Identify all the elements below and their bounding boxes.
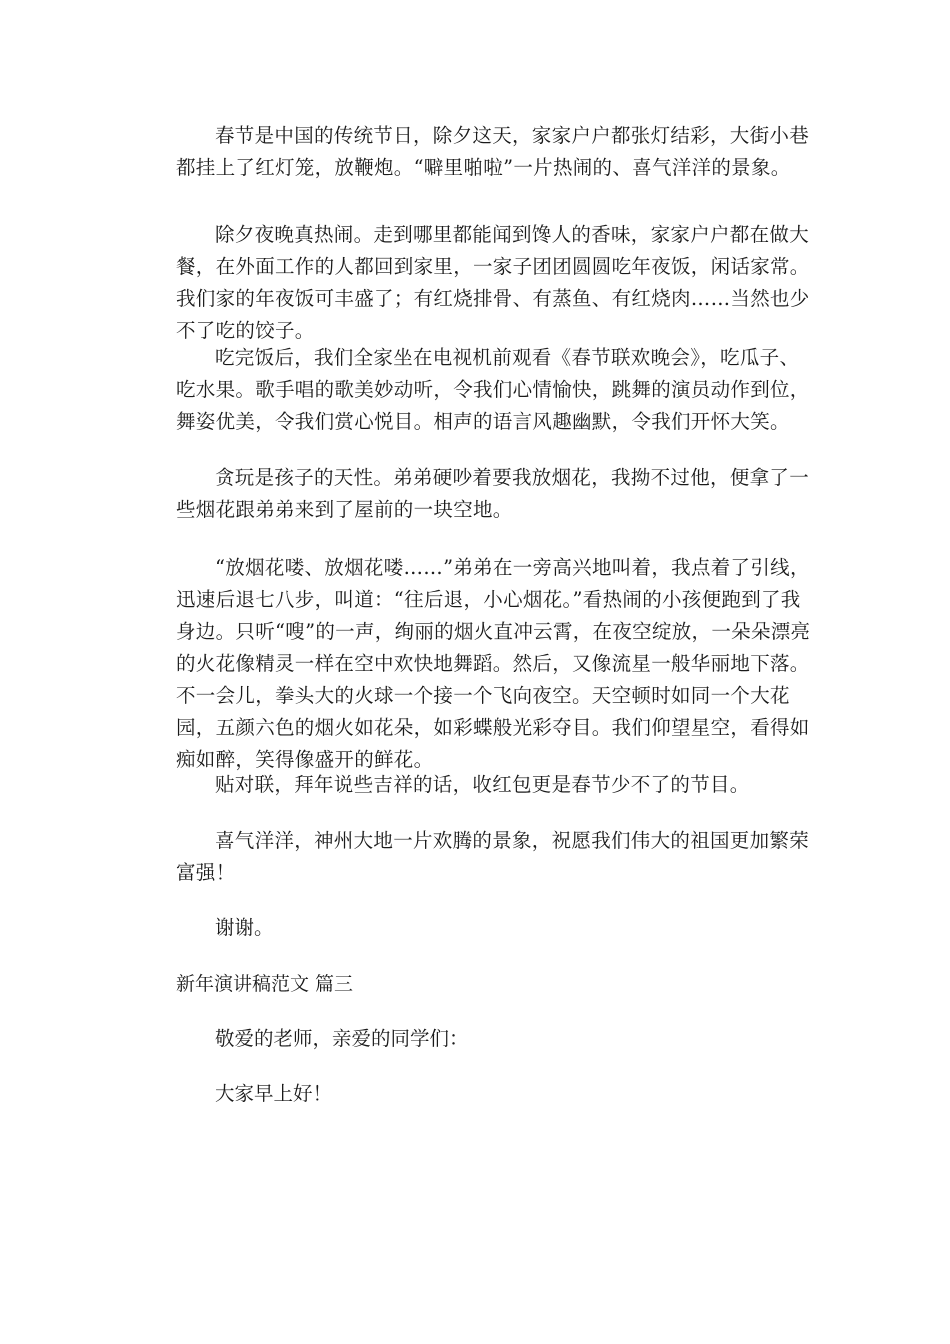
paragraph-new-year-eve: 除夕夜晚真热闹。走到哪里都能闻到馋人的香味，家家户户都在做大餐，在外面工作的人都回到家里，一家子团团圆圆吃年夜饭，闲话家常。我们家的年夜饭可丰盛了；有红烧排骨、有蒸鱼、有红烧肉……当然也少不了吃的饺子。 [176,223,810,342]
paragraph-spring-festival: 春节是中国的传统节日，除夕这天，家家户户都张灯结彩，大街小巷都挂上了红灯笼，放鞭炮。“噼里啪啦”一片热闹的、喜气洋洋的景象。 [176,124,810,179]
paragraph-gala: 吃完饭后，我们全家坐在电视机前观看《春节联欢晚会》，吃瓜子、吃水果。歌手唱的歌美妙动听，令我们心情愉快，跳舞的演员动作到位，舞姿优美，令我们赏心悦目。相声的语言风趣幽默，令我们开怀大笑。 [176,346,810,433]
salutation: 大家早上好！ [215,1082,333,1105]
paragraph-fireworks: “放烟花喽、放烟花喽……”弟弟在一旁高兴地叫着，我点着了引线，迅速后退七八步，叫道：“往后退，小心烟花。”看热闹的小孩便跑到了我身边。只听“嗖”的一声，绚丽的烟火直冲云霄，在夜空绽放，一朵朵漂亮的火花像精灵一样在空中欢快地舞蹈。然后，又像流星一般华丽地下落。不一会儿，拳头大的火球一个接一个飞向夜空。天空顿时如同一个大花园，五颜六色的烟火如花朵，如彩蝶般光彩夺目。我们仰望星空，看得如痴如醉，笑得像盛开的鲜花。 [176,556,811,771]
paragraph-fireworks-intro: 贪玩是孩子的天性。弟弟硬吵着要我放烟花，我拗不过他，便拿了一些烟花跟弟弟来到了屋前的一块空地。 [176,466,810,521]
paragraph-blessing: 喜气洋洋，神州大地一片欢腾的景象，祝愿我们伟大的祖国更加繁荣富强！ [176,829,810,884]
section-heading: 新年演讲稿范文 篇三 [176,973,354,995]
closing-thanks: 谢谢。 [215,916,274,939]
greeting: 敬爱的老师，亲爱的同学们： [215,1027,469,1050]
paragraph-couplets: 贴对联，拜年说些吉祥的话，收红包更是春节少不了的节目。 [215,773,750,796]
